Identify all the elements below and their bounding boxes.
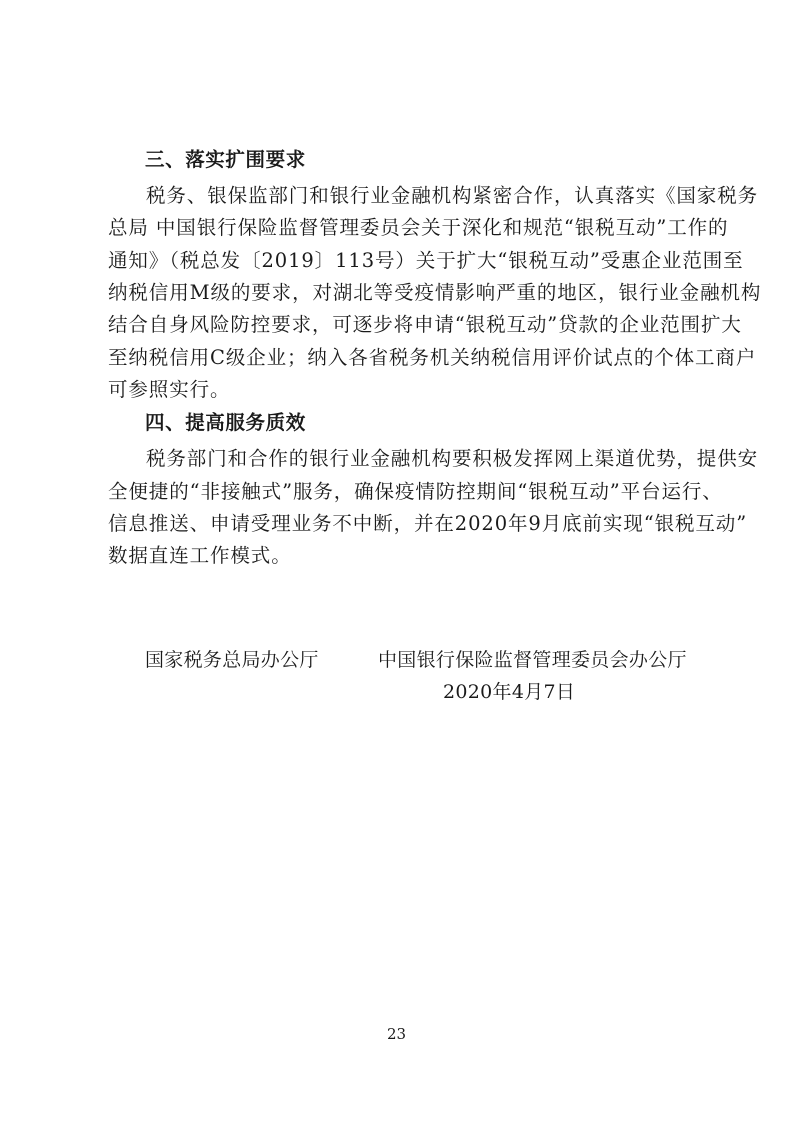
section-3-line-3: 通知》（税总发〔2019〕113号）关于扩大“银税互动”受惠企业范围至 [108, 249, 744, 272]
page-number: 23 [386, 1025, 407, 1043]
section-3-line-6: 至纳税信用C级企业；纳入各省税务机关纳税信用评价试点的个体工商户 [108, 346, 757, 369]
signature-office-1: 国家税务总局办公厅 [145, 649, 319, 671]
section-3-heading: 三、落实扩围要求 [145, 148, 306, 171]
section-3-line-7: 可参照实行。 [108, 378, 231, 401]
section-3-line-1: 税务、银保监部门和银行业金融机构紧密合作，认真落实《国家税务 [146, 184, 759, 207]
section-4-line-2: 全便捷的“非接触式”服务，确保疫情防控期间“银税互动”平台运行、 [108, 480, 723, 503]
signature-date: 2020年4月7日 [443, 681, 576, 703]
section-4-line-1: 税务部门和合作的银行业金融机构要积极发挥网上渠道优势，提供安 [146, 447, 759, 470]
section-3-line-2: 总局 中国银行保险监督管理委员会关于深化和规范“银税互动”工作的 [108, 216, 729, 239]
section-4-heading: 四、提高服务质效 [145, 411, 306, 434]
section-4-line-3: 信息推送、申请受理业务不中断，并在2020年9月底前实现“银税互动” [108, 512, 748, 535]
section-3-line-4: 纳税信用M级的要求，对湖北等受疫情影响严重的地区，银行业金融机构 [108, 281, 762, 304]
signature-office-2: 中国银行保险监督管理委员会办公厅 [378, 649, 687, 671]
section-4-line-4: 数据直连工作模式。 [108, 544, 292, 567]
section-3-line-5: 结合自身风险防控要求，可逐步将申请“银税互动”贷款的企业范围扩大 [108, 313, 742, 336]
